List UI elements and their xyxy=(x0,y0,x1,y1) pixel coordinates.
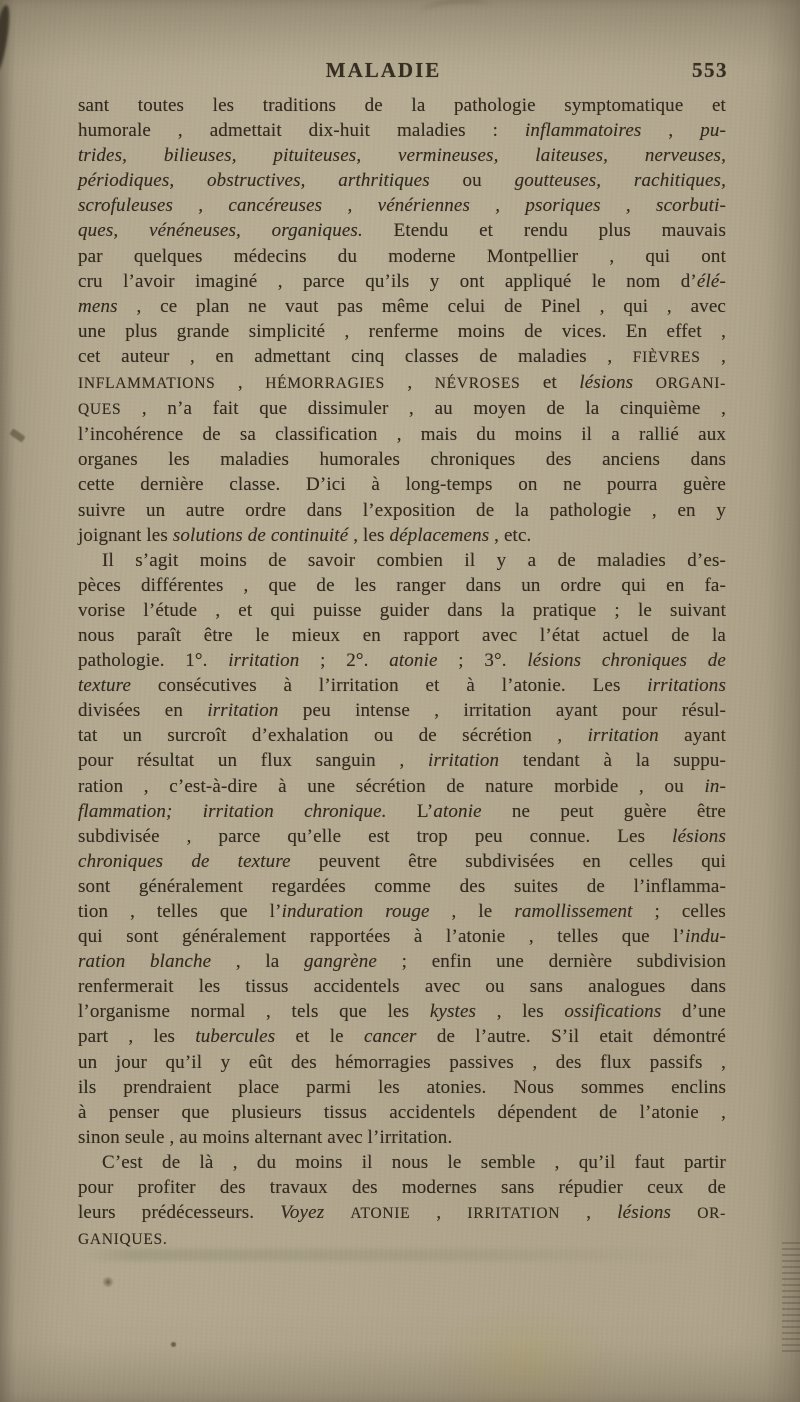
text-line: organes les maladies humorales chroniques des anciens dans xyxy=(78,449,726,471)
text-line: pour résultat un flux sanguin , irritation tendant à la suppu- xyxy=(78,750,726,772)
ink-dot xyxy=(171,1342,176,1347)
text-line: C’est de là , du moins il nous le semble , qu’il faut partir xyxy=(102,1151,726,1173)
text-line: ration , c’est-à-dire à une sécrétion de nature morbide , ou in- xyxy=(78,775,726,797)
text-line: part , les tubercules et le cancer de l’autre. S’il etait démontré xyxy=(78,1026,726,1048)
text-line: QUES , n’a fait que dissimuler , au moyen de la cinquième , xyxy=(78,398,726,420)
text-line: divisées en irritation peu intense , irritation ayant pour résul- xyxy=(78,700,726,722)
text-line: scrofuleuses , cancéreuses , vénériennes , psoriques , scorbuti- xyxy=(78,195,726,217)
text-line: trides, bilieuses, pituiteuses, vermineuses, laiteuses, nerveuses, xyxy=(78,145,726,167)
page-number: 553 xyxy=(692,58,728,82)
text-line: humorale , admettait dix-huit maladies : inflammatoires , pu- xyxy=(78,120,726,142)
text-line: texture consécutives à l’irritation et à l’atonie. Les irritations xyxy=(78,675,726,697)
text-line: INFLAMMATIONS , HÉMORRAGIES , NÉVROSES et lésions ORGANI- xyxy=(78,372,727,394)
text-line: vorise l’étude , et qui puisse guider dans la pratique ; le suivant xyxy=(78,599,726,621)
text-line: ils prendraient place parmi les atonies. Nous sommes enclins xyxy=(78,1076,726,1098)
text-line: nous paraît être le mieux en rapport avec l’état actuel de la xyxy=(78,624,726,646)
text-line: pour profiter des travaux des modernes sans répudier ceux de xyxy=(78,1177,726,1199)
text-line: ques, vénéneuses, organiques. Etendu et rendu plus mauvais xyxy=(78,220,726,242)
text-line: un jour qu’il y eût des hémorragies passives , des flux passifs , xyxy=(78,1051,726,1073)
text-line: mens , ce plan ne vaut pas même celui de Pinel , qui , avec xyxy=(78,295,726,317)
text-line: l’organisme normal , tels que les kystes , les ossifications d’une xyxy=(78,1001,727,1023)
page-body xyxy=(78,93,726,1252)
text-line: Il s’agit moins de savoir combien il y a de maladies d’es- xyxy=(102,549,726,571)
paper-blemish xyxy=(9,428,25,442)
text-line: sant toutes les traditions de la pathologie symptomatique et xyxy=(78,95,726,116)
text-line: cru l’avoir imaginé , parce qu’ils y ont appliqué le nom d’élé- xyxy=(78,270,726,292)
text-line: renfermerait les tissus accidentels avec ou sans analogues dans xyxy=(78,976,726,998)
text-line: par quelques médecins du moderne Montpellier , qui ont xyxy=(78,245,726,267)
text-line: périodiques, obstructives, arthritiques ou goutteuses, rachitiques, xyxy=(78,170,726,192)
text-line: une plus grande simplicité , renferme moins de vices. En effet , xyxy=(78,320,726,342)
text-line: pèces différentes , que de les ranger dans un ordre qui en fa- xyxy=(78,574,726,596)
text-line: sinon seule , au moins alternant avec l’irritation. xyxy=(78,1126,453,1148)
paper-smudge xyxy=(419,0,490,22)
text-line: pathologie. 1°. irritation ; 2°. atonie ; 3°. lésions chroniques de xyxy=(78,650,726,672)
paper-stain xyxy=(438,1305,613,1402)
text-line: suivre un autre ordre dans l’exposition de la pathologie , en y xyxy=(78,499,726,521)
scan-edge-artifact xyxy=(0,4,12,73)
text-line: ration blanche , la gangrène ; enfin une dernière subdivision xyxy=(78,951,726,973)
reverse-page-showthrough xyxy=(82,1249,700,1261)
text-line: tion , telles que l’induration rouge , le ramollissement ; celles xyxy=(78,901,726,922)
text-line: chroniques de texture peuvent être subdivisées en celles qui xyxy=(78,850,726,872)
text-line: subdivisée , parce qu’elle est trop peu connue. Les lésions xyxy=(78,825,726,847)
text-line: tat un surcroît d’exhalation ou de sécrétion , irritation ayant xyxy=(78,725,727,747)
text-line: cet auteur , en admettant cinq classes de maladies , FIÈVRES , xyxy=(78,345,726,367)
text-line: à penser que plusieurs tissus accidentels dépendent de l’atonie , xyxy=(78,1101,726,1123)
text-line: sont généralement regardées comme des suites de l’inflamma- xyxy=(78,875,726,897)
text-line: GANIQUES. xyxy=(78,1231,168,1249)
text-line: cette dernière classe. D’ici à long-temps on ne pourra guère xyxy=(78,474,726,496)
running-title: MALADIE xyxy=(325,58,442,82)
text-line: joignant les solutions de continuité , les déplacemens , etc. xyxy=(78,524,532,546)
text-line: flammation; irritation chronique. L’atonie ne peut guère être xyxy=(78,800,726,822)
page-header xyxy=(78,58,728,84)
ink-spot xyxy=(102,1276,114,1288)
text-line: qui sont généralement rapportées à l’atonie , telles que l’indu- xyxy=(78,926,726,948)
text-line: leurs prédécesseurs. Voyez ATONIE , IRRITATION , lésions OR- xyxy=(78,1202,726,1224)
text-line: l’incohérence de sa classification , mais du moins il a rallié aux xyxy=(78,424,726,446)
page-edge-marks xyxy=(782,1242,800,1354)
